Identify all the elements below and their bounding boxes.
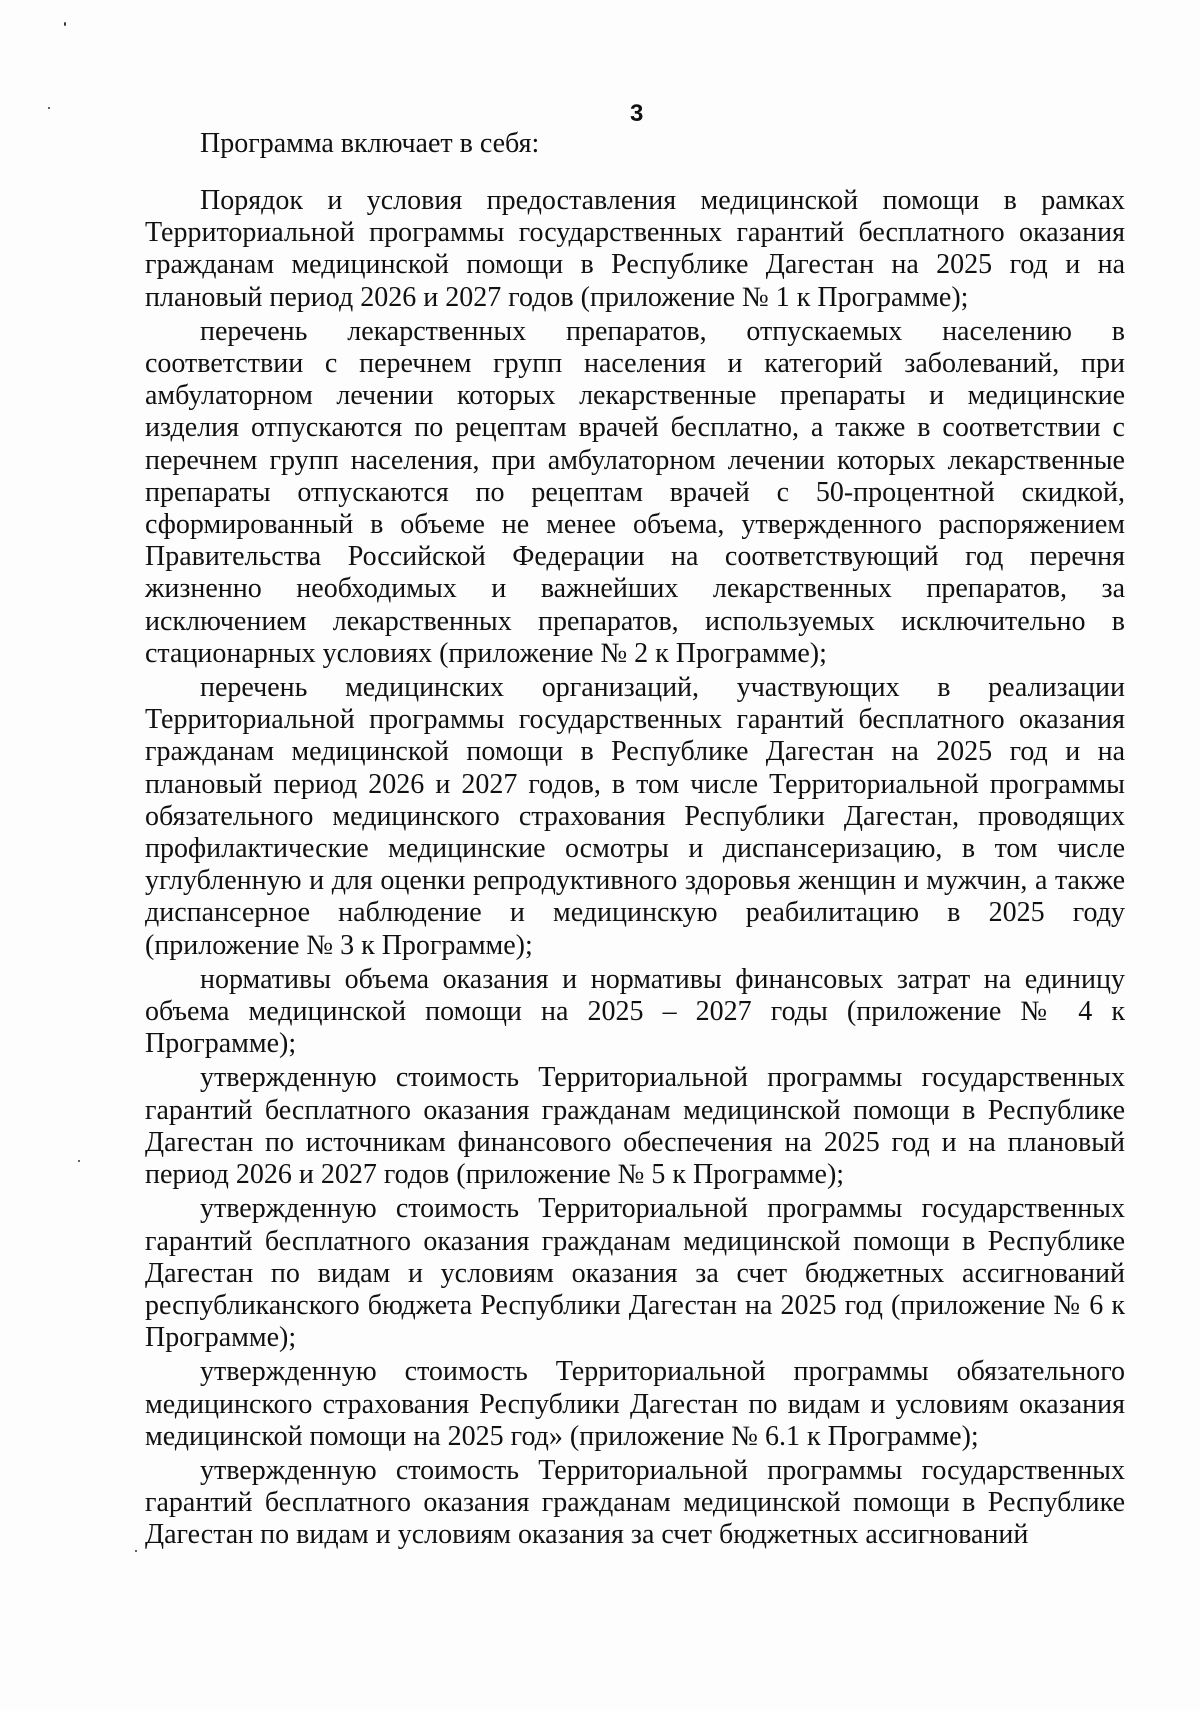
paragraph: утвержденную стоимость Территориальной программы обязательного медицинского страхования Республики Дагестан по видам и условиям оказания медицинской помощи на 2025 год» (приложение № 6.1 к Программе);	[145, 1356, 1125, 1452]
paragraph: Порядок и условия предоставления медицинской помощи в рамках Территориальной программы государственных гарантий бесплатного оказания гражданам медицинской помощи в Республике Дагестан на 2025 год и на плановый период 2026 и 2027 годов (приложение № 1 к Программе);	[145, 185, 1125, 313]
paragraph: утвержденную стоимость Территориальной программы государственных гарантий бесплатного оказания гражданам медицинской помощи в Республике Дагестан по источникам финансового обеспечения на 2025 год и на плановый период 2026 и 2027 годов (приложение № 5 к Программе);	[145, 1062, 1125, 1191]
scan-speck	[135, 1550, 137, 1552]
paragraph: утвержденную стоимость Территориальной программы государственных гарантий бесплатного оказания гражданам медицинской помощи в Республике Дагестан по видам и условиям оказания за счет бюджетных ассигнований республиканского бюджета Республики Дагестан на 2025 год (приложение № 6 к Программе);	[145, 1193, 1125, 1354]
paragraph: перечень медицинских организаций, участвующих в реализации Территориальной программы государственных гарантий бесплатного оказания гражданам медицинской помощи в Республике Дагестан на 2025 год и на плановый период 2026 и 2027 годов, в том числе Территориальной программы обязательного медицинского страхования Республики Дагестан, проводящих профилактические медицинские осмотры и диспансеризацию, в том числе углубленную и для оценки репродуктивного здоровья женщин и мужчин, а также диспансерное наблюдение и медицинскую реабилитацию в 2025 году (приложение № 3 к Программе);	[145, 672, 1125, 961]
scan-speck	[48, 107, 50, 109]
document-body	[145, 185, 1125, 1554]
paragraph: нормативы объема оказания и нормативы финансовых затрат на единицу объема медицинской помощи на 2025 – 2027 годы (приложение № 4 к Программе);	[145, 963, 1125, 1060]
scan-speck	[64, 22, 66, 26]
paragraph: утвержденную стоимость Территориальной программы государственных гарантий бесплатного оказания гражданам медицинской помощи в Республике Дагестан по видам и условиям оказания за счет бюджетных ассигнований	[145, 1454, 1125, 1551]
page-number: 3	[630, 100, 644, 127]
intro-line: Программа включает в себя:	[200, 128, 540, 159]
paragraph: перечень лекарственных препаратов, отпускаемых населению в соответствии с перечнем групп населения и категорий заболеваний, при амбулаторном лечении которых лекарственные препараты и медицинские изделия отпускаются по рецептам врачей бесплатно, а также в соответствии с перечнем групп населения, при амбулаторном лечении которых лекарственные препараты отпускаются по рецептам врачей с 50-процентной скидкой, сформированный в объеме не менее объема, утвержденного распоряжением Правительства Российской Федерации на соответствующий год перечня жизненно необходимых и важнейших лекарственных препаратов, за исключением лекарственных препаратов, используемых исключительно в стационарных условиях (приложение № 2 к Программе);	[145, 315, 1125, 669]
scan-speck	[78, 1160, 80, 1162]
